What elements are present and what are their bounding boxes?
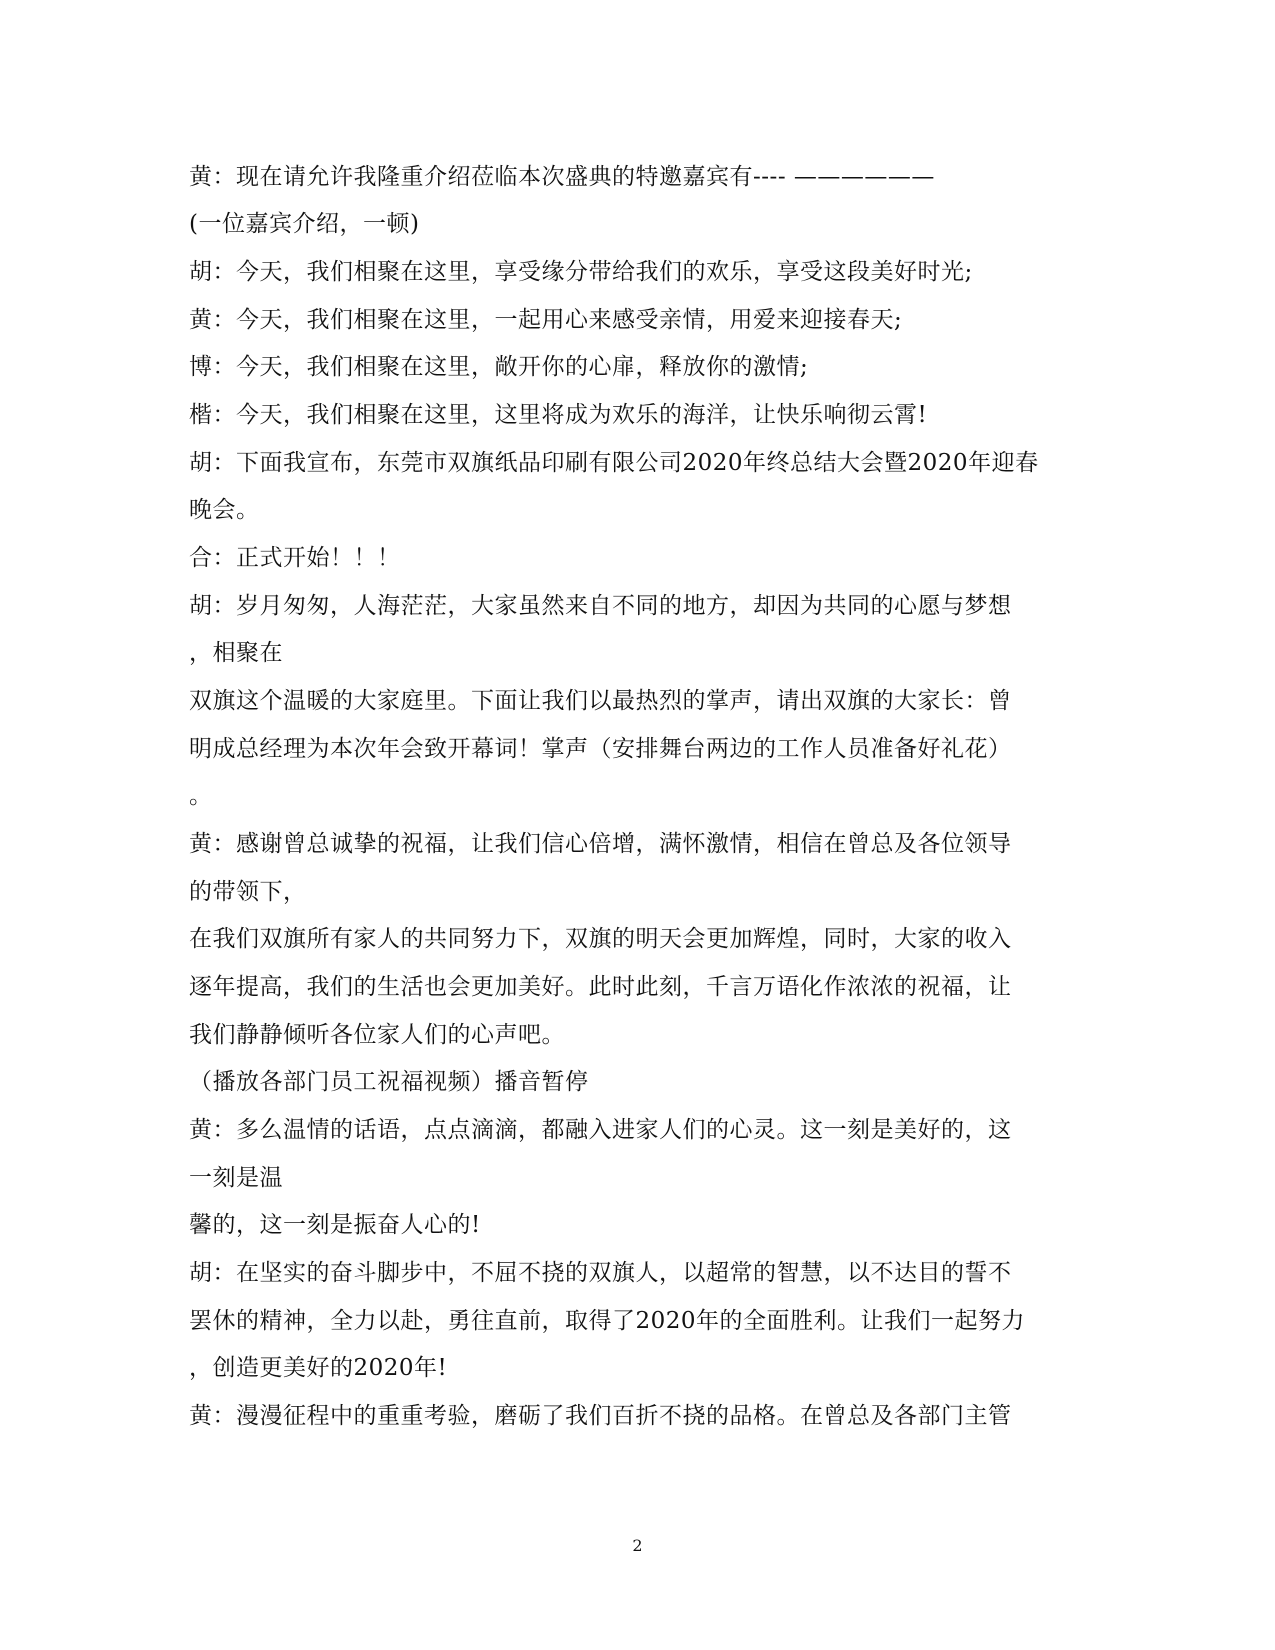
page-number: 2	[632, 1536, 643, 1555]
text-line: 明成总经理为本次年会致开幕词！掌声（安排舞台两边的工作人员准备好礼花）	[189, 736, 1012, 762]
text-line: (一位嘉宾介绍，一顿)	[189, 211, 420, 237]
text-line: 黄：感谢曾总诚挚的祝福，让我们信心倍增，满怀激情，相信在曾总及各位领导	[189, 831, 1012, 857]
text-line: 黄：现在请允许我隆重介绍莅临本次盛典的特邀嘉宾有---- ——————	[189, 164, 935, 190]
text-line: （播放各部门员工祝福视频）播音暂停	[189, 1069, 589, 1095]
text-line: 逐年提高，我们的生活也会更加美好。此时此刻，千言万语化作浓浓的祝福，让	[189, 974, 1012, 1000]
text-line: 我们静静倾听各位家人们的心声吧。	[189, 1022, 565, 1048]
text-line: 的带领下，	[189, 879, 307, 905]
text-line: ，创造更美好的2020年!	[189, 1355, 448, 1381]
text-line: 胡：在坚实的奋斗脚步中，不屈不挠的双旗人，以超常的智慧，以不达目的誓不	[189, 1260, 1012, 1286]
text-line: 博：今天，我们相聚在这里，敞开你的心扉，释放你的激情;	[189, 354, 809, 380]
text-line: 合：正式开始！！！	[189, 545, 401, 571]
text-line: 胡：岁月匆匆，人海茫茫，大家虽然来自不同的地方，却因为共同的心愿与梦想	[189, 593, 1012, 619]
text-line: 胡：今天，我们相聚在这里，享受缘分带给我们的欢乐，享受这段美好时光;	[189, 259, 973, 285]
text-line: ，相聚在	[189, 640, 283, 666]
text-line: 黄：今天，我们相聚在这里，一起用心来感受亲情，用爱来迎接春天;	[189, 307, 903, 333]
text-line: 晚会。	[189, 497, 260, 523]
text-line: 。	[189, 783, 213, 809]
text-line: 楷：今天，我们相聚在这里，这里将成为欢乐的海洋，让快乐响彻云霄!	[189, 402, 928, 428]
text-line: 在我们双旗所有家人的共同努力下，双旗的明天会更加辉煌，同时，大家的收入	[189, 926, 1012, 952]
text-line: 馨的，这一刻是振奋人心的!	[189, 1212, 481, 1238]
text-line: 黄：多么温情的话语，点点滴滴，都融入进家人们的心灵。这一刻是美好的，这	[189, 1117, 1012, 1143]
text-line: 双旗这个温暖的大家庭里。下面让我们以最热烈的掌声，请出双旗的大家长：曾	[189, 688, 1012, 714]
text-line: 罢休的精神，全力以赴，勇往直前，取得了2020年的全面胜利。让我们一起努力	[189, 1308, 1026, 1334]
text-line: 一刻是温	[189, 1165, 283, 1191]
text-line: 黄：漫漫征程中的重重考验，磨砺了我们百折不挠的品格。在曾总及各部门主管	[189, 1403, 1012, 1429]
text-line: 胡：下面我宣布，东莞市双旗纸品印刷有限公司2020年终总结大会暨2020年迎春	[189, 450, 1039, 476]
